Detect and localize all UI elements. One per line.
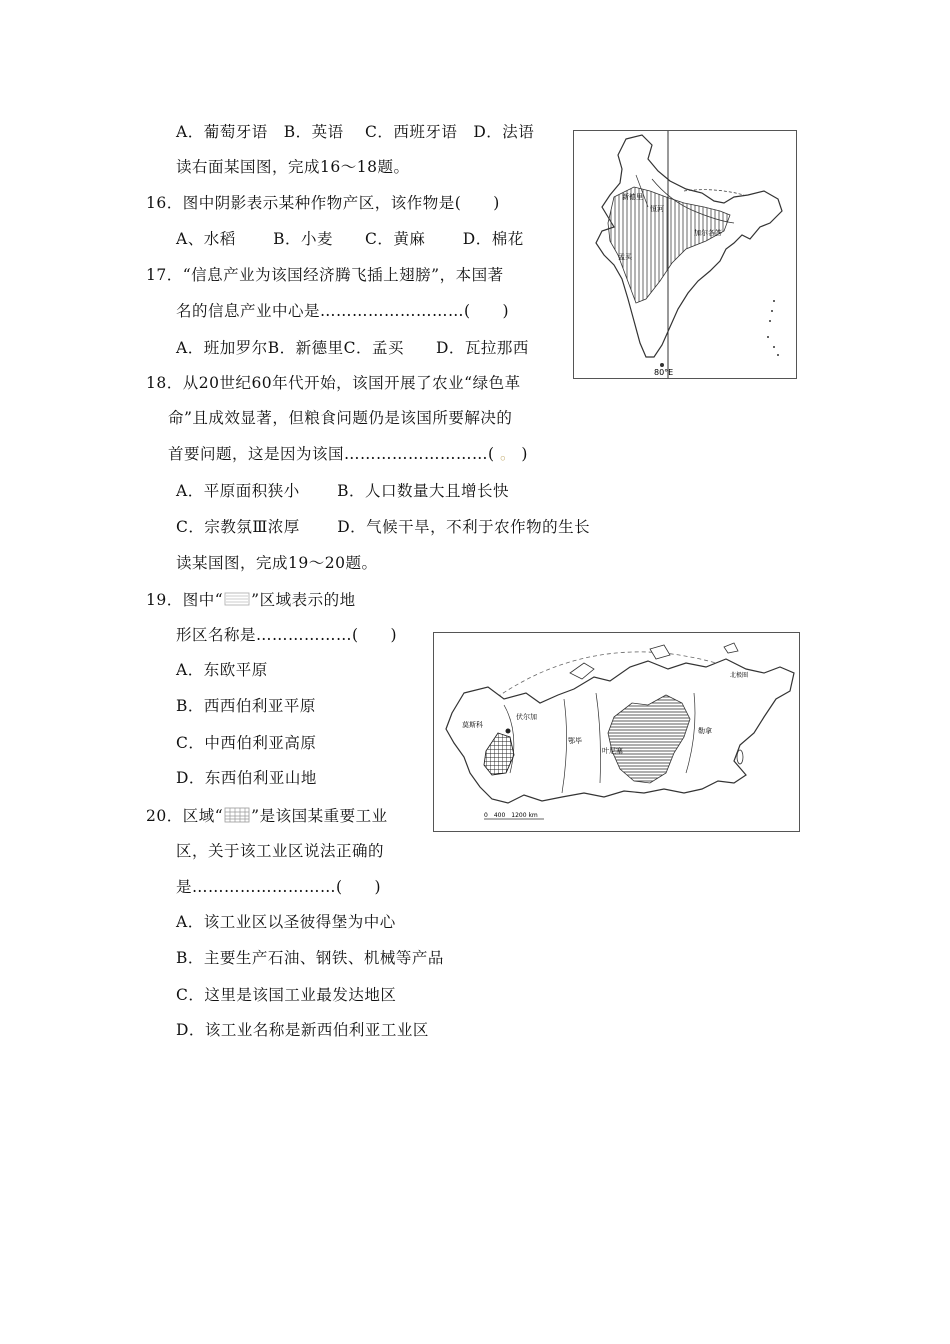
q20-option-c: C．这里是该国工业最发达地区 <box>176 986 397 1004</box>
label-mumbai: 孟买 <box>618 253 632 261</box>
label-new-delhi: 新德里 <box>622 193 643 201</box>
q20-option-d: D．该工业名称是新西伯利亚工业区 <box>176 1021 429 1039</box>
russia-map-figure <box>433 632 800 832</box>
q16-options: A、水稻 B．小麦 C．黄麻 D．棉花 <box>176 230 524 248</box>
intro-16-18: 读右面某国图，完成16～18题。 <box>176 158 410 176</box>
q16-stem: 16．图中阴影表示某种作物产区，该作物是( ) <box>146 194 500 212</box>
q17-options: A．班加罗尔B．新德里C．孟买 D．瓦拉那西 <box>176 339 529 357</box>
label-ganges: 恒河 <box>650 205 664 213</box>
q18-option-ab: A．平原面积狭小 B．人口数量大且增长快 <box>176 482 510 500</box>
label-lena: 勒拿 <box>698 727 712 735</box>
q19-option-a: A．东欧平原 <box>176 661 268 679</box>
label-yenisei: 叶尼塞 <box>602 747 623 755</box>
label-volga: 伏尔加 <box>516 713 537 721</box>
intro-19-20: 读某国图，完成19～20题。 <box>176 554 378 572</box>
q19-option-b: B．西西伯利亚平原 <box>176 697 316 715</box>
scale-bar-label: 0 400 1200 km <box>484 812 538 819</box>
label-kolkata: 加尔各答 <box>694 229 722 237</box>
q20-option-b: B．主要生产石油、钢铁、机械等产品 <box>176 949 444 967</box>
label-arctic-circle: 北极圈 <box>730 672 749 679</box>
q18-stem-3: 首要问题，这是因为该国………………………( 。 ) <box>168 445 528 463</box>
india-map-figure <box>573 130 797 379</box>
q17-stem-1: 17．“信息产业为该国经济腾飞插上翅膀”，本国著 <box>146 266 504 284</box>
q19-option-d: D．东西伯利亚山地 <box>176 769 317 787</box>
q20-stem-2: 区，关于该工业区说法正确的 <box>176 842 385 860</box>
india-map <box>574 131 796 378</box>
q19-stem-1: 19．图中“ ”区域表示的地 <box>146 591 356 609</box>
meridian-label: 80°E <box>654 368 674 377</box>
grid-legend-icon <box>224 807 250 823</box>
q20-stem-3: 是………………………( ) <box>176 878 382 896</box>
q19-stem-2: 形区名称是………………( ) <box>176 626 398 644</box>
q18-stem-2: 命”且成效显著，但粮食问题仍是该国所要解决的 <box>168 409 513 427</box>
q15-options: A．葡萄牙语 B．英语 C．西班牙语 D．法语 <box>176 123 535 141</box>
horizontal-hatch-legend-icon <box>224 591 250 607</box>
q18-option-cd: C．宗教氛Ⅲ浓厚 D．气候干旱，不利于农作物的生长 <box>176 518 591 536</box>
label-ob: 鄂毕 <box>568 737 582 745</box>
q17-stem-2: 名的信息产业中心是………………………( ) <box>176 302 510 320</box>
q20-stem-1: 20．区域“ ”是该国某重要工业 <box>146 807 388 825</box>
label-moscow: 莫斯科 <box>462 721 483 729</box>
q20-option-a: A．该工业区以圣彼得堡为中心 <box>176 913 396 931</box>
russia-map <box>434 633 799 831</box>
q18-stem-1: 18．从20世纪60年代开始，该国开展了农业“绿色革 <box>146 374 521 392</box>
q19-option-c: C．中西伯利亚高原 <box>176 734 317 752</box>
